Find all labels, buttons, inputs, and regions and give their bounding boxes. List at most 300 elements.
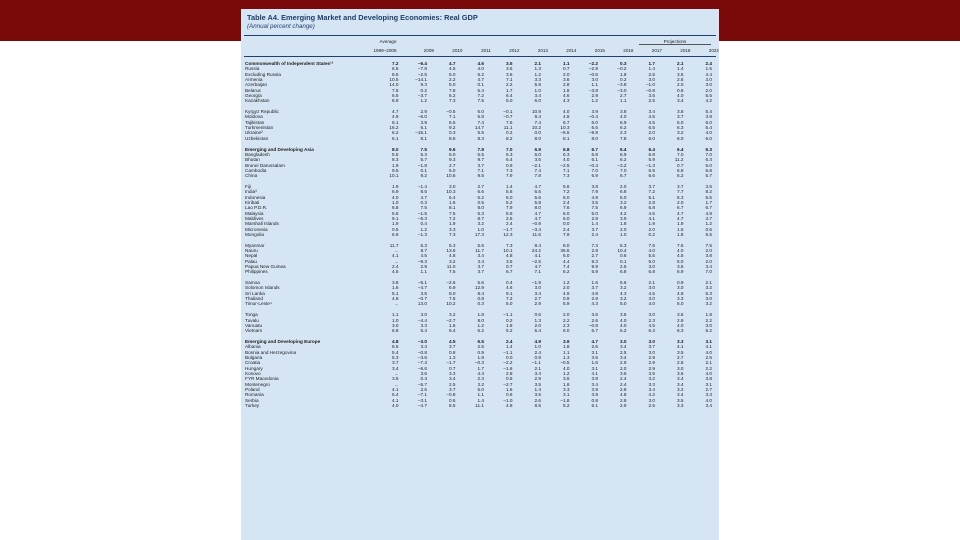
country-name: Timor-Leste⁴ [245,301,272,307]
value-cell: 1.0 [534,87,541,93]
value-cell: 3.4 [676,98,684,104]
value-cell: 3.1 [591,365,598,371]
value-cell: 17.3 [474,232,484,237]
country-name: Mongolia [245,232,265,237]
value-cell: 2.2 [705,365,712,371]
country-name: Palau [245,258,257,264]
average-cell: 4.1 [391,253,399,259]
value-cell: 2.4 [562,199,570,205]
year-header: 2017 [651,48,662,53]
value-cell: 2.0 [648,130,655,136]
value-cell: 9.2 [420,173,427,179]
average-cell: 4.7 [391,109,399,115]
average-cell: 1.9 [391,162,399,168]
year-header: 2022 [708,48,719,53]
average-cell: 6.5 [391,93,399,99]
value-cell: 5.7 [705,173,712,179]
value-cell: 7.5 [648,242,655,248]
value-cell: 2.5 [448,381,456,387]
average-cell: 16.2 [389,125,399,131]
value-cell: 8.7 [420,248,427,254]
value-cell: 0.2 [619,77,627,83]
value-cell: 3.4 [477,258,484,264]
value-cell: 6.5 [534,189,541,195]
country-name: Georgia [245,93,262,99]
value-cell: –3.6 [417,354,427,360]
value-cell: –2.6 [446,280,456,286]
value-cell: 8.4 [534,242,541,248]
value-cell: 5.4 [705,125,712,131]
value-cell: 3.2 [676,386,684,392]
average-cell: 1.6 [391,285,399,291]
average-cell: ... [394,258,399,264]
value-cell: –2.2 [588,61,598,66]
value-cell: 0.3 [619,61,627,66]
value-cell: 0.2 [420,87,427,93]
value-cell: 4.3 [562,98,570,104]
value-cell: 3.4 [676,392,684,398]
average-cell: 10.1 [389,173,399,179]
value-cell: 4.8 [676,290,684,296]
year-header: 2012 [509,48,520,53]
value-cell: 6.9 [591,173,598,179]
value-cell: 3.2 [619,199,627,205]
value-cell: 5.6 [477,242,484,248]
average-cell: 3.4 [391,365,399,371]
value-cell: 6.8 [619,189,627,195]
value-cell: 1.0 [619,232,627,237]
value-cell: 6.0 [705,119,712,125]
value-cell: 1.8 [705,312,712,318]
value-cell: 0.5 [477,199,484,205]
average-cell: 4.8 [391,338,399,344]
value-cell: 5.5 [705,194,712,200]
country-name: Croatia [245,360,261,366]
average-cell: 6.1 [391,135,399,141]
value-cell: 5.5 [505,210,513,216]
value-cell: 2.7 [448,162,456,168]
average-cell: 3.5 [391,376,399,382]
value-cell: 0.9 [676,280,684,286]
value-cell: 2.9 [420,264,427,270]
value-cell: 3.0 [448,183,456,189]
value-cell: –1.9 [531,280,541,286]
value-cell: –3.0 [617,87,627,93]
value-cell: 8.2 [705,189,712,195]
value-cell: –7.4 [417,360,427,366]
average-cell: 5.4 [391,349,399,355]
value-cell: 3.9 [562,338,570,344]
value-cell: 2.0 [534,322,541,328]
value-cell: 1.0 [534,344,541,350]
average-cell: 4.8 [391,296,399,302]
value-cell: 2.4 [705,61,712,66]
average-cell: 4.6 [391,269,399,275]
value-cell: –9.8 [588,130,598,136]
country-name: Excluding Russia [245,71,281,77]
value-cell: 2.9 [420,109,427,115]
value-cell: 7.8 [448,87,456,93]
average-cell: 6.2 [391,130,399,136]
value-cell: 7.3 [591,242,598,248]
value-cell: 2.9 [648,365,655,371]
value-cell: 3.9 [420,119,427,125]
average-cell: 1.0 [391,317,399,323]
value-cell: 9.2 [448,125,456,131]
value-cell: 6.0 [505,194,513,200]
value-cell: 11.2 [674,157,684,163]
projections-label: Projections [639,39,711,45]
year-header: 2016 [623,48,634,53]
value-cell: 3.6 [562,376,570,382]
value-cell: 6.4 [676,146,684,152]
value-cell: 3.2 [648,376,655,382]
value-cell: 6.4 [448,328,456,334]
value-cell: 9.7 [477,157,484,163]
value-cell: 6.9 [448,285,456,291]
value-cell: 0.9 [477,349,484,355]
value-cell: 7.4 [562,264,570,270]
value-cell: 0.6 [534,312,541,318]
value-cell: 1.8 [562,344,570,350]
value-cell: 4.8 [505,403,513,408]
value-cell: 7.4 [534,119,541,125]
value-cell: 6.3 [676,328,684,334]
value-cell: 6.0 [676,135,684,141]
country-name: Azerbaijan [245,82,268,88]
value-cell: 3.0 [648,77,655,83]
value-cell: 4.5 [420,253,427,259]
value-cell: 6.8 [562,146,570,152]
value-cell: 3.0 [705,322,712,328]
value-cell: 6.9 [534,146,541,152]
value-cell: 4.5 [648,210,655,216]
value-cell: 3.4 [534,93,541,99]
value-cell: 4.0 [619,317,627,323]
value-cell: 11.6 [532,232,541,237]
value-cell: 7.0 [676,151,684,157]
value-cell: –3.0 [417,338,427,344]
value-cell: 9.1 [505,290,513,296]
value-cell: –1.4 [417,183,427,189]
value-cell: 4.7 [534,264,541,270]
value-cell: 1.7 [505,87,513,93]
value-cell: 3.5 [619,312,627,318]
value-cell: –4.7 [417,285,427,291]
value-cell: 5.7 [420,157,427,163]
value-cell: 6.2 [477,194,484,200]
value-cell: 3.5 [648,93,655,99]
value-cell: 5.0 [648,258,655,264]
value-cell: 6.9 [648,151,655,157]
value-cell: 6.3 [705,157,712,163]
value-cell: 2.0 [562,285,570,291]
value-cell: 2.3 [562,322,570,328]
value-cell: –1.7 [503,226,513,232]
country-name: Fiji [245,183,251,189]
value-cell: 0.3 [448,130,456,136]
value-cell: 1.2 [591,98,598,104]
value-cell: 3.6 [676,312,684,318]
value-cell: 13.6 [446,248,456,254]
value-cell: 3.3 [676,338,684,344]
value-cell: 14.7 [474,125,484,131]
country-name: Lao P.D.R. [245,205,268,211]
value-cell: 6.2 [477,328,484,334]
value-cell: 3.8 [705,253,712,259]
value-cell: 8.0 [448,290,456,296]
value-cell: 1.8 [562,381,570,387]
value-cell: 3.0 [420,312,427,318]
value-cell: 7.9 [591,189,598,195]
value-cell: 3.0 [676,365,684,371]
year-header: 2011 [481,48,491,53]
value-cell: 7.0 [619,167,627,173]
country-name: Maldives [245,215,264,221]
value-cell: 3.4 [534,290,541,296]
value-cell: 6.0 [562,210,570,216]
average-cell: 6.5 [391,344,399,350]
average-cell: 6.5 [391,66,399,72]
average-cell: 5.3 [391,354,399,360]
value-cell: 4.0 [705,397,712,403]
value-cell: 7.5 [477,98,484,104]
value-cell: –0.1 [503,109,513,115]
value-cell: –0.8 [446,392,456,398]
value-cell: 2.2 [705,317,712,323]
average-cell: 6.8 [391,205,399,211]
value-cell: 1.2 [477,322,484,328]
country-name: Nepal [245,253,258,259]
value-cell: –5.3 [417,215,427,221]
value-cell: 1.2 [420,98,427,104]
value-cell: 3.2 [705,285,712,291]
value-cell: 3.0 [705,77,712,83]
value-cell: 5.9 [648,157,655,163]
value-cell: 0.2 [505,130,513,136]
country-name: Bhutan [245,157,260,163]
value-cell: 2.1 [648,280,655,286]
value-cell: –15.1 [415,130,427,136]
value-cell: 2.0 [676,82,684,88]
value-cell: 7.1 [505,77,513,83]
value-cell: 10.6 [446,173,456,179]
value-cell: 1.6 [591,360,598,366]
value-cell: 24.2 [531,248,541,254]
value-cell: 7.2 [648,189,655,195]
country-name: Romania [245,392,264,398]
value-cell: 0.9 [562,296,570,302]
value-cell: 4.4 [477,370,484,376]
value-cell: 10.2 [446,301,456,307]
value-cell: 0.8 [591,397,598,403]
value-cell: 10.9 [531,109,541,115]
value-cell: 3.2 [477,221,484,227]
value-cell: 4.0 [619,114,627,120]
value-cell: 1.5 [676,226,684,232]
value-cell: 6.2 [619,125,627,131]
value-cell: –2.7 [446,317,456,323]
value-cell: 5.2 [505,199,513,205]
gdp-table [243,61,712,408]
value-cell: 6.0 [705,135,712,141]
value-cell: 8.1 [448,205,456,211]
value-cell: 3.7 [676,114,684,120]
value-cell: 2.1 [534,61,541,66]
value-cell: 7.5 [591,205,598,211]
value-cell: 4.0 [562,157,570,163]
value-cell: 1.9 [648,221,655,227]
value-cell: 7.5 [448,210,456,216]
value-cell: 2.8 [505,370,513,376]
value-cell: 5.5 [705,232,712,237]
value-cell: 6.8 [619,269,627,275]
value-cell: 2.8 [591,248,598,254]
value-cell: 3.7 [591,226,598,232]
value-cell: 0.3 [477,301,484,307]
value-cell: 0.8 [676,87,684,93]
value-cell: 1.3 [534,317,541,323]
average-cell: 4.9 [391,114,399,120]
value-cell: 3.4 [619,354,627,360]
value-cell: 8.0 [591,135,598,141]
value-cell: 5.2 [562,403,570,408]
document-page [241,9,719,540]
country-name: Philippines [245,269,268,275]
country-name: Micronesia [245,226,268,232]
value-cell: 2.9 [619,403,627,408]
value-cell: 3.7 [477,162,484,168]
value-cell: 1.2 [562,280,570,286]
value-cell: 2.7 [705,386,712,392]
value-cell: 6.7 [705,205,712,211]
average-cell: 1.9 [391,221,399,227]
value-cell: 6.2 [448,93,456,99]
value-cell: 7.9 [505,205,513,211]
value-cell: 3.3 [648,381,655,387]
average-cell: 3.0 [391,322,399,328]
value-cell: 9.6 [448,146,456,152]
value-cell: 6.3 [562,151,570,157]
average-cell: 5.1 [391,290,399,296]
value-cell: 0.4 [505,280,513,286]
value-cell: 6.0 [562,253,570,259]
value-cell: 0.4 [420,221,427,227]
value-cell: 3.7 [676,183,684,189]
value-cell: 2.5 [648,403,655,408]
average-cell: ... [394,248,399,254]
value-cell: 1.9 [448,221,456,227]
average-cell: 5.4 [391,392,399,398]
value-cell: 3.8 [676,109,684,115]
value-cell: 2.5 [648,98,655,104]
value-cell: 7.6 [448,269,456,275]
value-cell: 4.0 [705,349,712,355]
value-cell: 4.4 [562,258,570,264]
value-cell: 6.0 [477,109,484,115]
value-cell: –2.7 [503,381,513,387]
value-cell: –6.6 [417,365,427,371]
value-cell: 7.5 [448,296,456,302]
value-cell: 7.0 [705,269,712,275]
value-cell: 5.0 [619,301,627,307]
value-cell: 5.6 [534,194,541,200]
value-cell: 6.9 [619,119,627,125]
value-cell: 9.5 [477,173,484,179]
value-cell: 4.9 [534,338,541,344]
value-cell: 3.4 [648,109,655,115]
value-cell: 2.6 [420,386,427,392]
value-cell: 3.6 [676,264,684,270]
value-cell: 9.3 [420,82,427,88]
value-cell: –0.8 [588,322,598,328]
country-name: Serbia [245,397,259,403]
value-cell: 1.4 [477,397,484,403]
value-cell: 0.6 [705,226,712,232]
value-cell: –1.1 [531,360,541,366]
value-cell: 5.4 [420,328,427,334]
value-cell: 2.2 [448,77,456,83]
value-cell: –2.5 [531,258,541,264]
value-cell: –1.0 [503,397,513,403]
value-cell: 3.0 [648,349,655,355]
value-cell: –1.3 [645,162,655,168]
value-cell: 2.9 [676,317,684,323]
value-cell: 7.5 [705,242,712,248]
value-cell: 6.2 [477,71,484,77]
average-cell: 1.9 [391,183,399,189]
value-cell: 7.3 [448,98,456,104]
value-cell: 5.4 [534,328,541,334]
value-cell: 6.9 [619,205,627,211]
value-cell: 3.5 [676,349,684,355]
value-cell: 3.6 [562,77,570,83]
value-cell: 7.1 [562,167,570,173]
value-cell: 7.2 [477,93,484,99]
value-cell: 5.6 [477,280,484,286]
country-name: Vietnam [245,328,263,334]
value-cell: 6.3 [505,151,513,157]
value-cell: 8.0 [534,205,541,211]
value-cell: 2.4 [505,338,513,344]
value-cell: 4.7 [448,61,456,66]
value-cell: 6.0 [534,151,541,157]
value-cell: 6.3 [705,146,712,152]
value-cell: 7.1 [534,269,541,275]
value-cell: 3.5 [505,61,513,66]
value-cell: 7.9 [505,173,513,179]
country-name: Cambodia [245,167,267,173]
country-name: Kazakhstan [245,98,270,104]
value-cell: 2.8 [619,397,627,403]
value-cell: 0.5 [505,376,513,382]
value-cell: 3.2 [477,381,484,387]
value-cell: 5.6 [562,183,570,189]
value-cell: 7.2 [505,296,513,302]
value-cell: 6.5 [477,151,484,157]
value-cell: 1.4 [534,386,541,392]
country-name: Solomon Islands [245,285,280,291]
value-cell: 3.4 [619,344,627,350]
value-cell: –2.2 [503,360,513,366]
value-cell: –5.1 [417,280,427,286]
value-cell: 4.0 [705,370,712,376]
value-cell: 6.8 [648,269,655,275]
value-cell: –0.2 [617,66,627,72]
country-name: Kyrgyz Republic [245,109,279,115]
year-header: 2010 [452,48,463,53]
column-header [241,37,719,55]
